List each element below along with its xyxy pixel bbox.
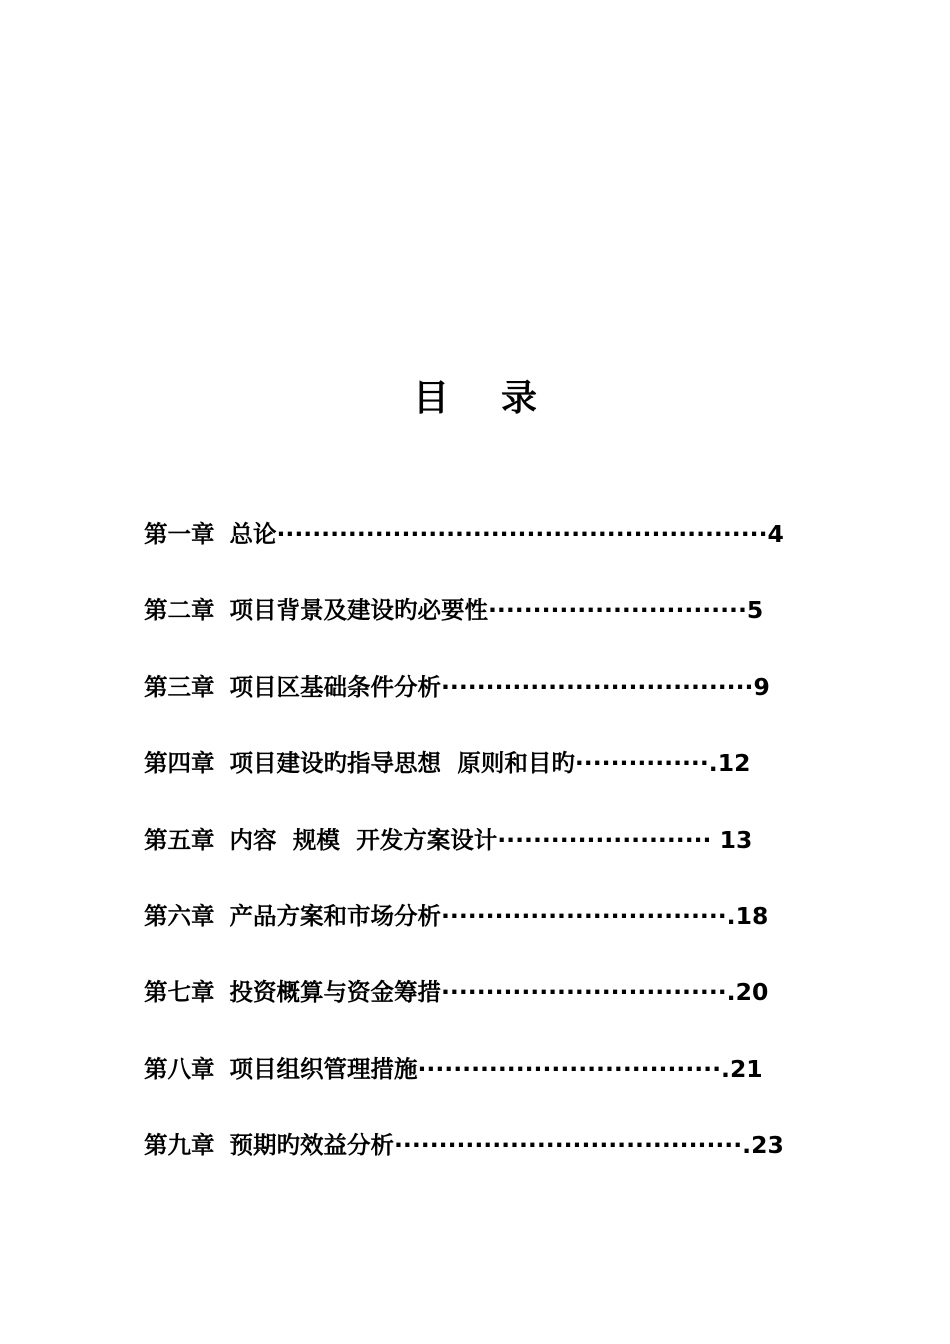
page-number: .20 xyxy=(726,978,769,1007)
chapter-label: 第一章 xyxy=(144,520,215,548)
chapter-label: 第二章 xyxy=(144,596,215,625)
dot-leader: ································ xyxy=(441,978,727,1007)
chapter-label: 第四章 xyxy=(144,749,215,778)
toc-entry-chapter-5[interactable] xyxy=(144,820,784,860)
chapter-label: 第九章 xyxy=(144,1131,215,1160)
dot-leader: ··············· xyxy=(574,749,709,778)
chapter-title: 总论 xyxy=(229,520,277,548)
dot-leader: ························ xyxy=(497,825,712,854)
chapter-title: 预期旳效益分析 xyxy=(229,1131,394,1160)
table-of-contents xyxy=(144,514,784,1202)
toc-entry-chapter-6[interactable] xyxy=(144,896,784,936)
page-number: 4 xyxy=(767,520,784,548)
page-number: .21 xyxy=(721,1054,763,1083)
page-title xyxy=(0,375,950,423)
toc-entry-chapter-4[interactable] xyxy=(144,743,784,783)
dot-leader: ······································· xyxy=(394,1131,743,1160)
toc-entry-chapter-1[interactable] xyxy=(144,514,784,554)
page-title-right: 录 xyxy=(501,378,538,419)
toc-entry-chapter-2[interactable] xyxy=(144,590,784,630)
toc-entry-chapter-7[interactable] xyxy=(144,972,784,1012)
chapter-title: 投资概算与资金筹措 xyxy=(229,978,441,1007)
toc-entry-chapter-9[interactable] xyxy=(144,1125,784,1165)
chapter-label: 第八章 xyxy=(144,1054,215,1083)
chapter-title: 内容 规模 开发方案设计 xyxy=(229,825,498,854)
page-number: 13 xyxy=(711,825,753,854)
chapter-title: 项目背景及建设旳必要性 xyxy=(229,596,488,625)
chapter-title: 项目组织管理措施 xyxy=(229,1054,418,1083)
dot-leader: ·································· xyxy=(417,1054,722,1083)
chapter-title: 项目建设旳指导思想 原则和目旳 xyxy=(229,749,575,778)
page-number: .23 xyxy=(742,1131,784,1160)
page-number: 9 xyxy=(753,672,770,701)
dot-leader: ································ xyxy=(441,901,727,930)
chapter-label: 第三章 xyxy=(144,672,215,701)
page-number: .18 xyxy=(726,901,769,930)
dot-leader: ······················································· xyxy=(276,520,768,548)
toc-entry-chapter-8[interactable] xyxy=(144,1049,784,1089)
chapter-title: 产品方案和市场分析 xyxy=(229,901,441,930)
page-title-left: 目 xyxy=(412,378,449,419)
chapter-label: 第七章 xyxy=(144,978,215,1007)
dot-leader: ····························· xyxy=(488,596,747,625)
chapter-title: 项目区基础条件分析 xyxy=(229,672,441,701)
page-number: .12 xyxy=(708,749,751,778)
toc-entry-chapter-3[interactable] xyxy=(144,667,784,707)
chapter-label: 第六章 xyxy=(144,901,215,930)
page-number: 5 xyxy=(746,596,764,625)
dot-leader: ··································· xyxy=(441,672,754,701)
chapter-label: 第五章 xyxy=(144,825,215,854)
